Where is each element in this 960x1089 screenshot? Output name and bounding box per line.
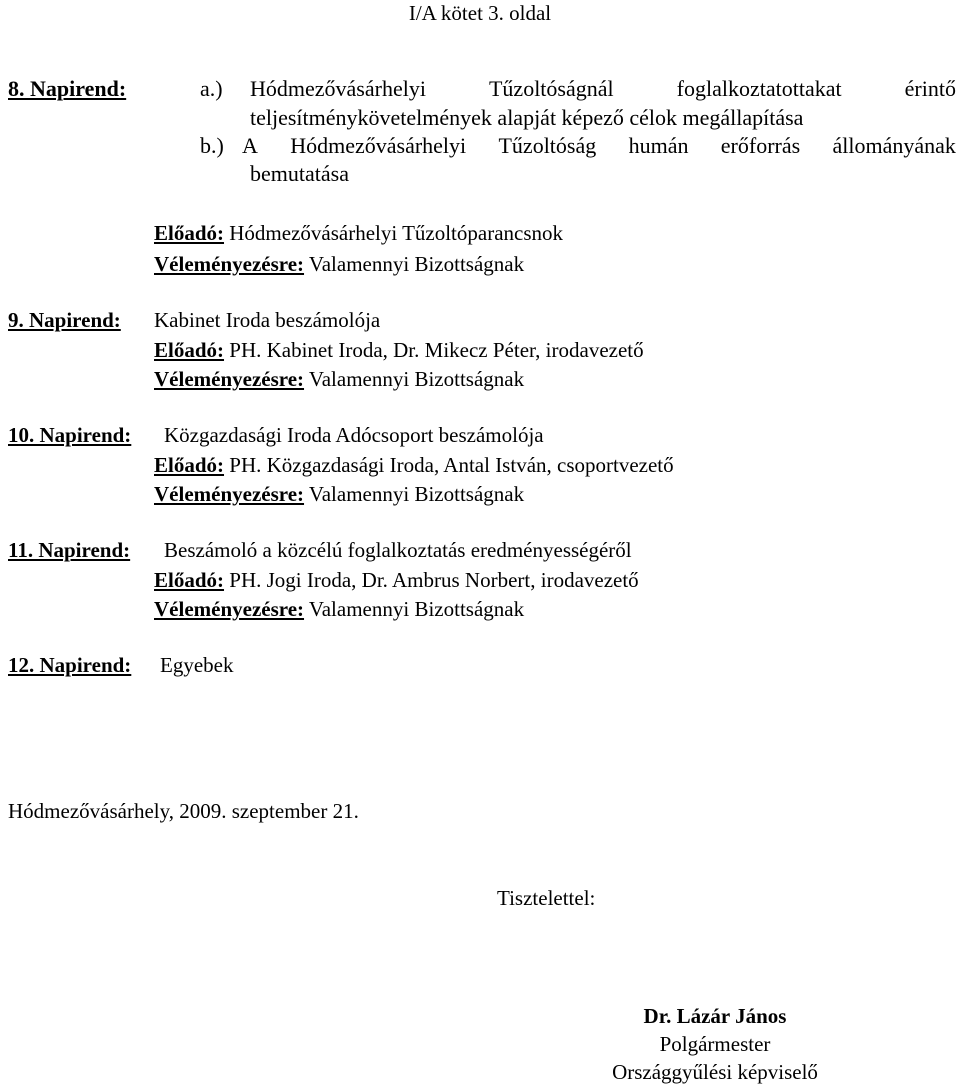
- review-value: Valamennyi Bizottságnak: [304, 482, 525, 506]
- item12-title: Egyebek: [160, 653, 234, 677]
- item9-presenter: [154, 337, 644, 363]
- item8-a-prefix: a.): [200, 76, 223, 101]
- item8-presenter: [154, 220, 563, 246]
- presenter-label: Előadó:: [154, 453, 225, 477]
- presenter-value: PH. Kabinet Iroda, Dr. Mikecz Péter, irodavezető: [224, 338, 644, 362]
- review-label: Véleményezésre:: [154, 482, 305, 506]
- item11-review: [154, 596, 524, 622]
- presenter-value: Hódmezővásárhelyi Tűzoltóparancsnok: [224, 221, 564, 245]
- item9-heading: [8, 307, 121, 333]
- presenter-value: PH. Jogi Iroda, Dr. Ambrus Norbert, irodavezető: [224, 568, 639, 592]
- item11-heading: [8, 537, 130, 563]
- presenter-label: Előadó:: [154, 338, 225, 362]
- signature-name: Dr. Lázár János: [643, 1004, 787, 1028]
- review-label: Véleményezésre:: [154, 252, 305, 276]
- item8-b-line2: bemutatása: [250, 161, 349, 186]
- item10-review: [154, 481, 524, 507]
- item10-title: Közgazdasági Iroda Adócsoport beszámolója: [164, 423, 544, 447]
- presenter-label: Előadó:: [154, 568, 225, 592]
- presenter-label: Előadó:: [154, 221, 225, 245]
- item11-presenter: [154, 567, 639, 593]
- item8-b-line1: [242, 132, 956, 160]
- item10-heading: [8, 422, 131, 448]
- place-date: Hódmezővásárhely, 2009. szeptember 21.: [8, 799, 359, 823]
- item9-label: 9. Napirend:: [8, 308, 121, 332]
- review-label: Véleményezésre:: [154, 597, 305, 621]
- item8-b-word: Hódmezővásárhelyi: [290, 133, 467, 158]
- item8-a-word: Tűzoltóságnál: [488, 76, 614, 101]
- item8-a-line1: [250, 75, 956, 103]
- item8-b-prefix: b.): [200, 133, 224, 158]
- item8-b-word: erőforrás: [720, 133, 801, 158]
- item8-a-word: érintő: [904, 76, 956, 101]
- item10-label: 10. Napirend:: [8, 423, 132, 447]
- closing-text: Tisztelettel:: [497, 886, 596, 910]
- item11-title: Beszámoló a közcélú foglalkoztatás eredményességéről: [164, 538, 632, 562]
- item12-label: 12. Napirend:: [8, 653, 132, 677]
- item8-b-word: humán: [628, 133, 689, 158]
- review-value: Valamennyi Bizottságnak: [304, 252, 525, 276]
- item9-title: Kabinet Iroda beszámolója: [154, 308, 381, 332]
- item8-b-word: állományának: [832, 133, 956, 158]
- review-value: Valamennyi Bizottságnak: [304, 597, 525, 621]
- item10-presenter: [154, 452, 674, 478]
- item8-a-word: foglalkoztatottakat: [676, 76, 842, 101]
- presenter-value: PH. Közgazdasági Iroda, Antal István, csoportvezető: [224, 453, 674, 477]
- item9-review: [154, 366, 524, 392]
- item8-a-word: Hódmezővásárhelyi: [250, 76, 426, 101]
- item11-label: 11. Napirend:: [8, 538, 131, 562]
- signature-title: Polgármester: [659, 1032, 771, 1056]
- review-label: Véleményezésre:: [154, 367, 305, 391]
- page-header: I/A kötet 3. oldal: [408, 1, 552, 25]
- item8-label: 8. Napirend:: [8, 76, 127, 101]
- item8-a-line2: teljesítménykövetelmények alapját képező célok megállapítása: [250, 105, 804, 130]
- item8-review: [154, 251, 524, 277]
- item8-b-word: A: [242, 133, 258, 158]
- signature-subtitle: Országgyűlési képviselő: [612, 1060, 818, 1084]
- item8-b-word: Tűzoltóság: [498, 133, 597, 158]
- item12-heading: [8, 652, 131, 678]
- review-value: Valamennyi Bizottságnak: [304, 367, 525, 391]
